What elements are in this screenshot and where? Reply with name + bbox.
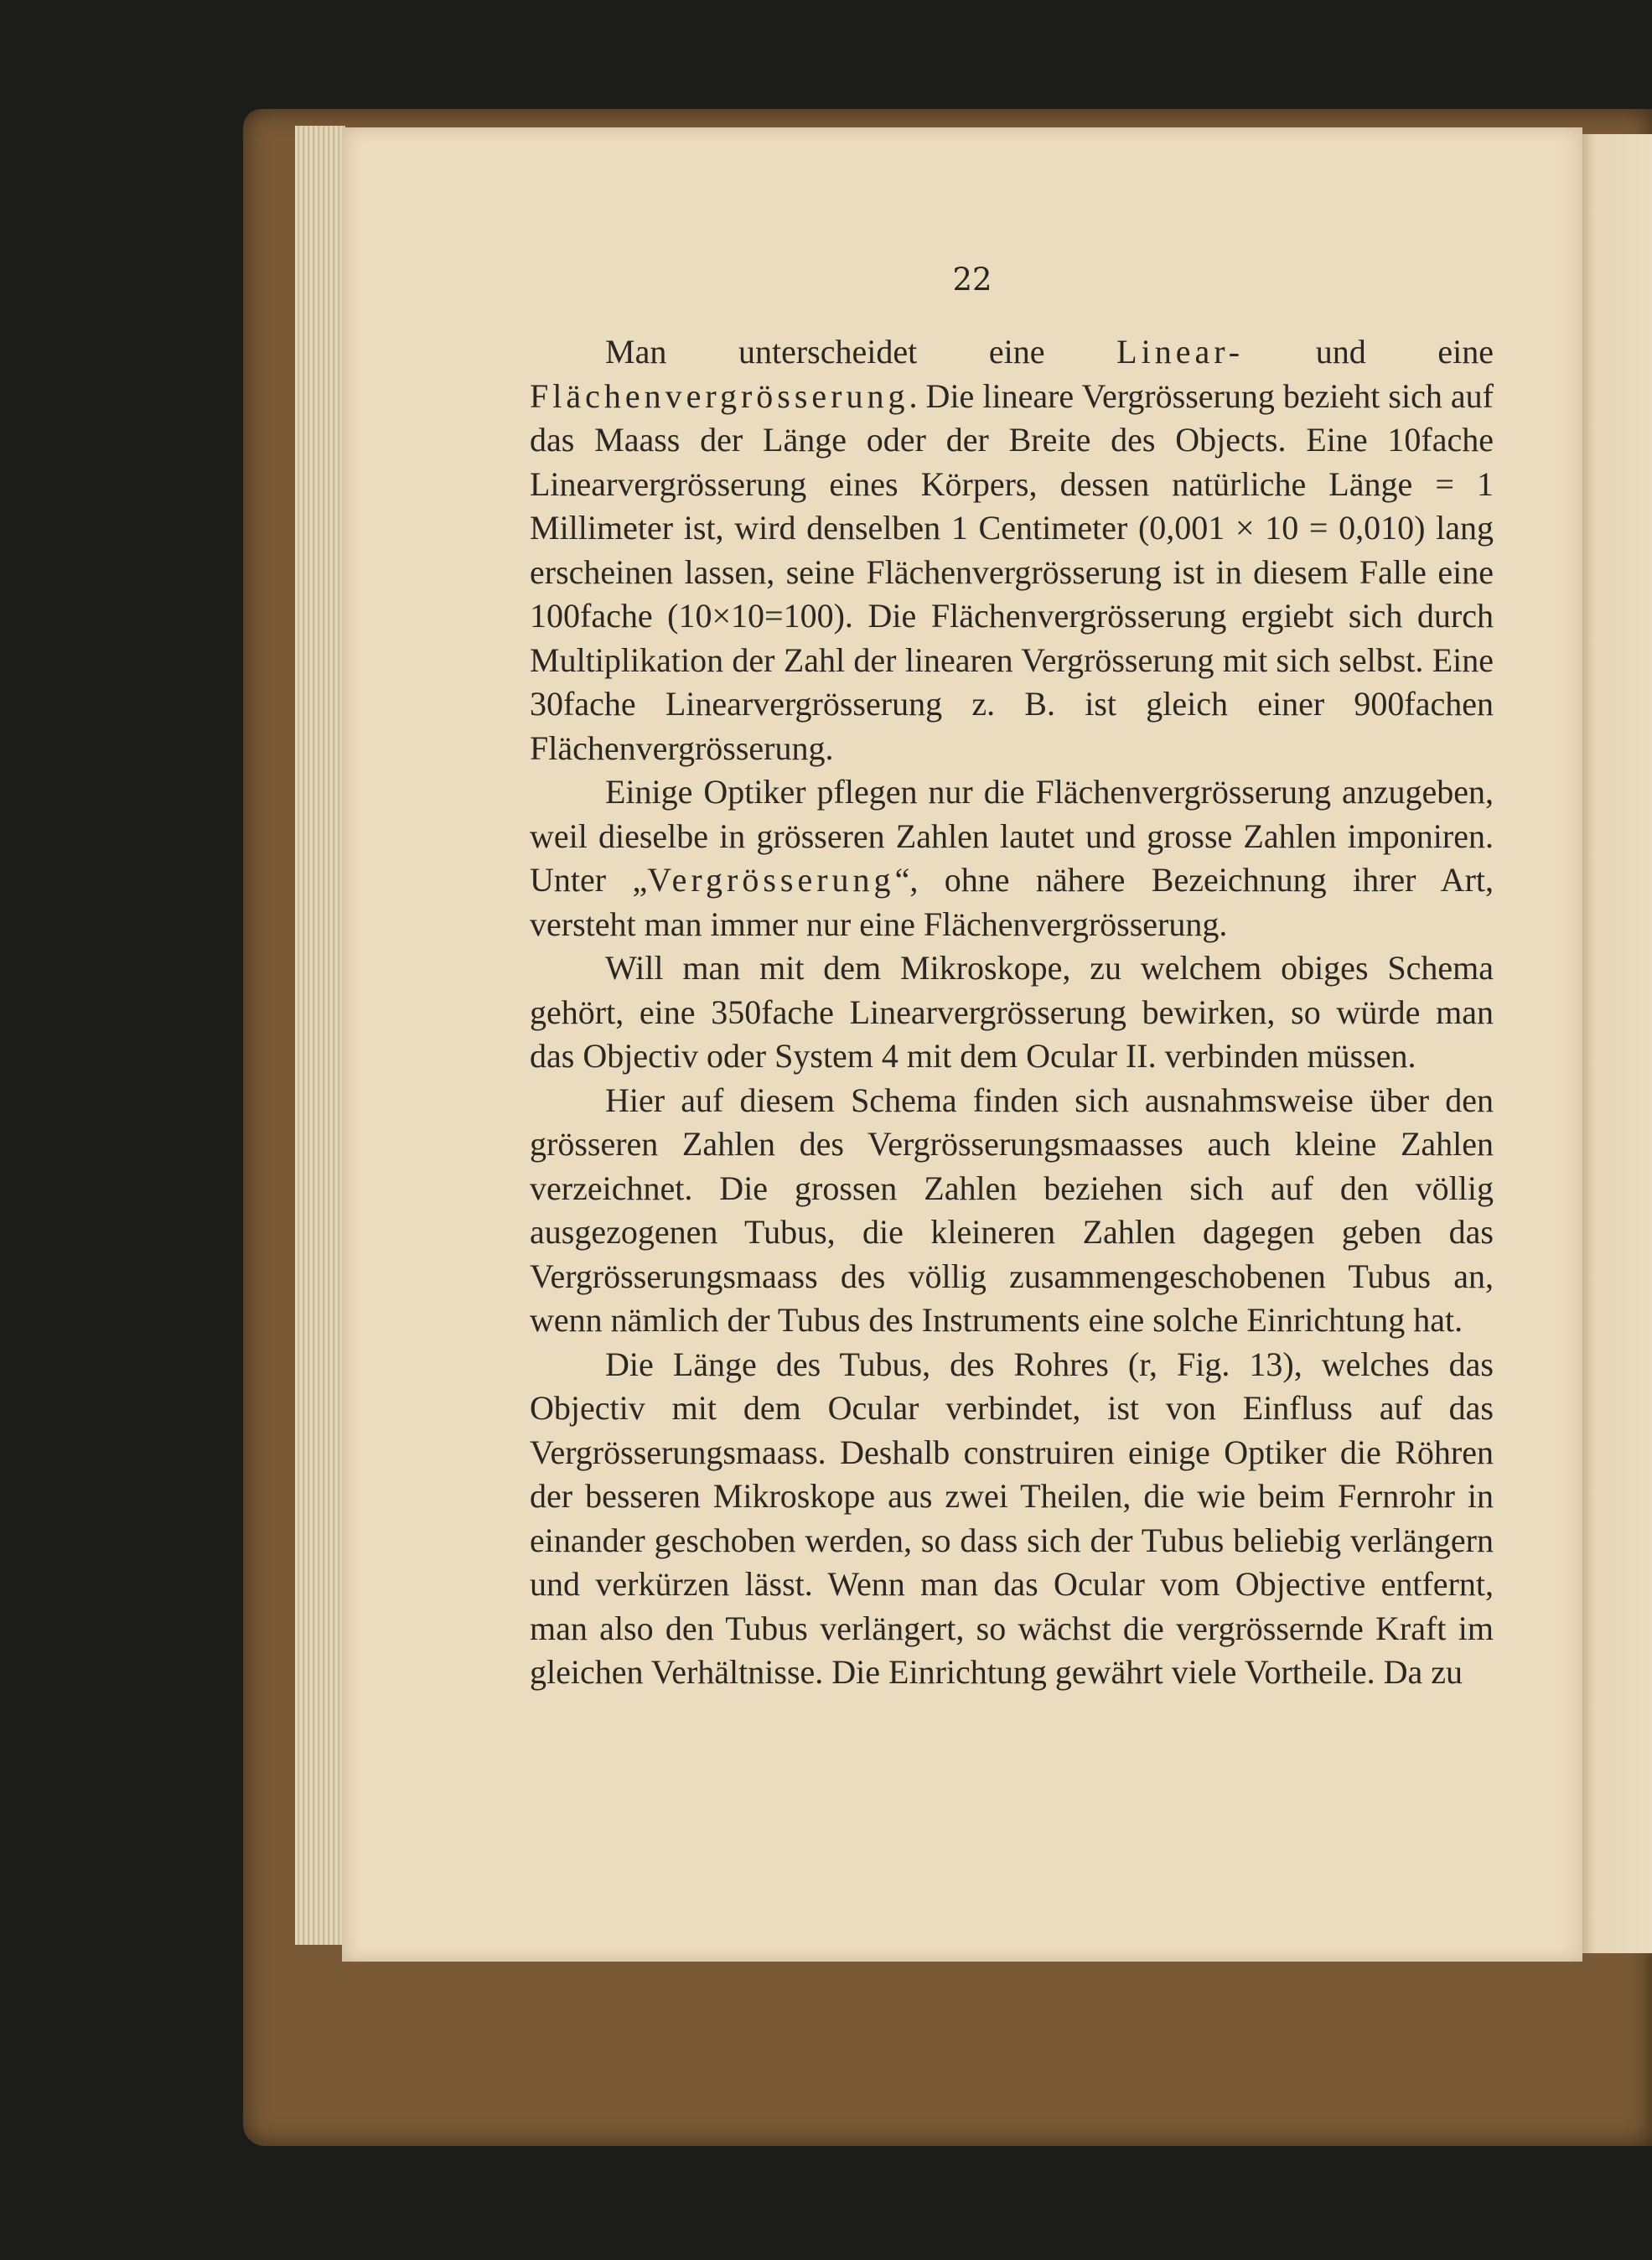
- text-segment: Einige Optiker pflegen nur die Flächenvergrösserung anzugeben, weil dieselbe in grösseren Zahlen lautet und grosse Zahlen imponiren. Unter „: [530, 773, 1494, 899]
- text-segment: und eine: [1244, 333, 1494, 371]
- body-text: [530, 330, 1494, 1695]
- text-segment: Will man mit dem Mikroskope, zu welchem obiges Schema gehört, eine 350fache Linearvergrösserung bewirken, so würde man das Objectiv oder System 4 mit dem Ocular II. verbinden müssen.: [530, 949, 1494, 1075]
- text-segment-spaced: Vergrösserung: [647, 861, 895, 899]
- text-segment-spaced: Linear-: [1116, 333, 1245, 371]
- paragraph-4: [530, 1079, 1494, 1343]
- page-edges: [295, 126, 345, 1945]
- paragraph-5: [530, 1343, 1494, 1695]
- next-page-edge: [1582, 134, 1652, 1953]
- text-segment: Man unterscheidet eine: [605, 333, 1117, 371]
- text-segment-spaced: Flächenvergrösserung: [530, 376, 909, 415]
- page-number: 22: [952, 262, 992, 298]
- paragraph-3: [530, 946, 1494, 1079]
- text-segment: “, ohne nähere Bezeichnung ihrer Art, versteht man immer nur eine Flächenvergrösserung.: [530, 861, 1494, 943]
- text-segment: . Die lineare Vergrösserung bezieht sich auf das Maass der Länge oder der Breite des Objects. Eine 10fache Linearvergrösserung eines Körpers, dessen natürliche Länge = 1 Millimeter ist, wird denselben 1 Centimeter (0,001 × 10 = 0,010) lang erscheinen lassen, seine Flächenvergrösserung ist in diesem Falle eine 100fache (10×10=100). Die Flächenvergrösserung ergiebt sich durch Multiplikation der Zahl der linearen Vergrösserung mit sich selbst. Eine 30fache Linearvergrösserung z. B. ist gleich einer 900fachen Flächenvergrösserung.: [530, 376, 1494, 767]
- paragraph-1: [530, 330, 1494, 770]
- book-page: [342, 127, 1582, 1962]
- text-segment: Hier auf diesem Schema finden sich ausnahmsweise über den grösseren Zahlen des Vergrösserungsmaasses auch kleine Zahlen verzeichnet. Die grossen Zahlen beziehen sich auf den völlig ausgezogenen Tubus, die kleineren Zahlen dagegen geben das Vergrösserungsmaass des völlig zusammengeschobenen Tubus an, wenn nämlich der Tubus des Instruments eine solche Einrichtung hat.: [530, 1081, 1494, 1339]
- text-segment: Die Länge des Tubus, des Rohres (r, Fig. 13), welches das Objectiv mit dem Ocular verbindet, ist von Einfluss auf das Vergrösserungsmaass. Deshalb construiren einige Optiker die Röhren der besseren Mikroskope aus zwei Theilen, die wie beim Fernrohr in einander geschoben werden, so dass sich der Tubus beliebig verlängern und verkürzen lässt. Wenn man das Ocular vom Objective entfernt, man also den Tubus verlängert, so wächst die vergrössernde Kraft im gleichen Verhältnisse. Die Einrichtung gewährt viele Vortheile. Da zu: [530, 1345, 1494, 1691]
- paragraph-2: [530, 770, 1494, 946]
